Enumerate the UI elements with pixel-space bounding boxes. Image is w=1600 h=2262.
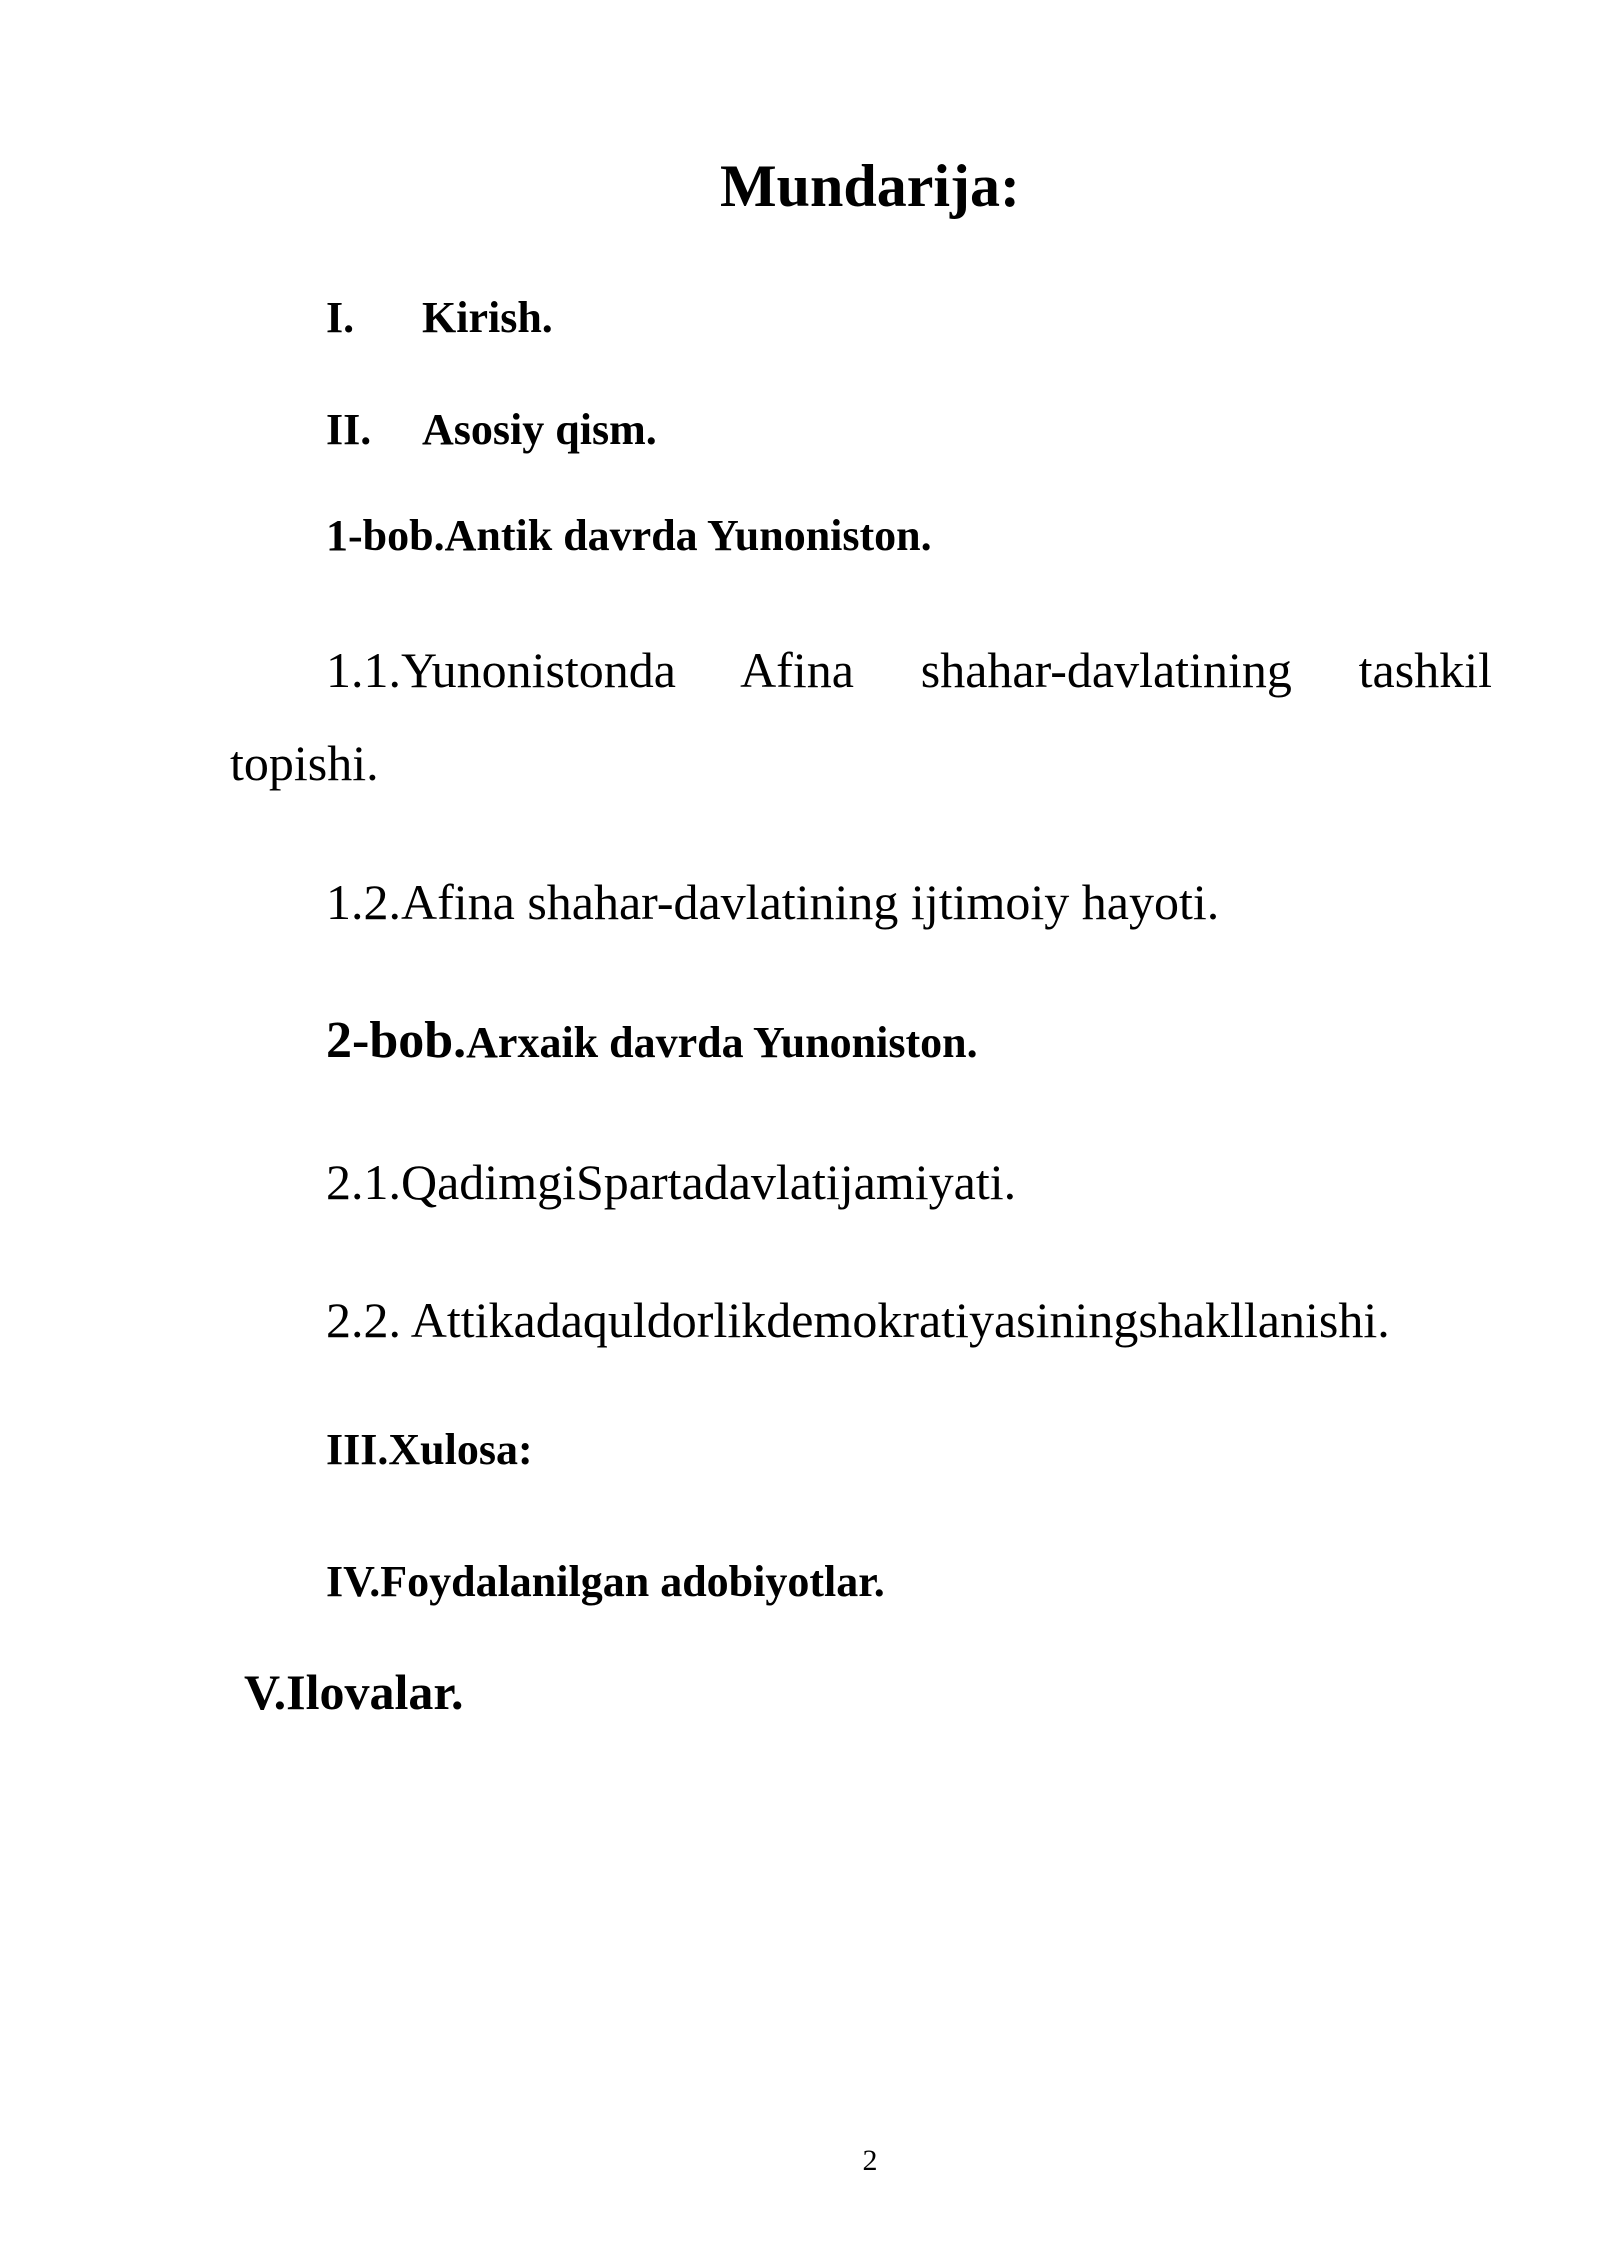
toc-section-1-1: 1.1.Yunonistonda Afina shahar-davlatining tashkil [326, 642, 1492, 698]
toc-section-1-2: 1.2.Afina shahar-davlatining ijtimoiy hayoti. [326, 874, 1220, 930]
toc-item-label: Asosiy qism. [422, 405, 657, 454]
toc-item-appendix: V.Ilovalar. [244, 1664, 464, 1720]
toc-item-label: Kirish. [422, 293, 553, 342]
toc-chapter-label: Arxaik davrda Yunoniston. [466, 1018, 978, 1067]
toc-section-1-1-continued: topishi. [230, 735, 379, 791]
toc-title: Mundarija: [720, 153, 1020, 219]
toc-chapter-prefix: 2-bob. [326, 1012, 467, 1069]
page-number: 2 [862, 2144, 878, 2177]
toc-chapter-1: 1-bob.Antik davrda Yunoniston. [326, 511, 932, 560]
toc-section-2-2: 2.2. Attikadaquldorlikdemokratiyasiningshakllanishi. [326, 1292, 1390, 1348]
toc-item-number: II. [326, 405, 372, 454]
toc-item-intro [326, 292, 553, 345]
toc-item-number: I. [326, 293, 355, 342]
toc-section-2-1: 2.1.QadimgiSpartadavlatijamiyati. [326, 1154, 1017, 1210]
toc-item-conclusion: III.Xulosa: [326, 1425, 533, 1474]
toc-item-references: IV.Foydalanilgan adobiyotlar. [326, 1557, 885, 1606]
toc-chapter-2 [326, 1010, 978, 1072]
toc-item-main [326, 404, 657, 457]
